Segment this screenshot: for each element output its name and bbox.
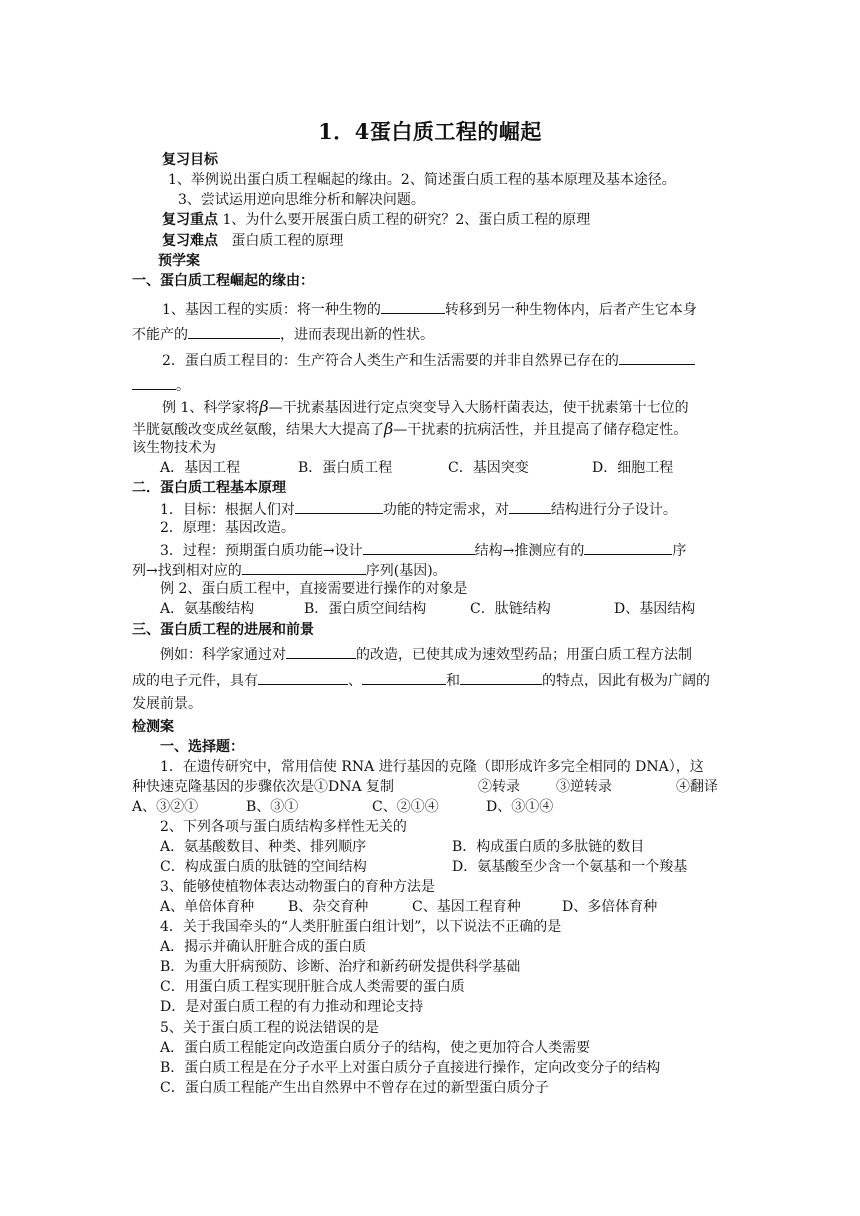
- mc-heading: 一、选择题：: [160, 739, 244, 755]
- example-1-line2: [132, 419, 687, 440]
- blank-line: [509, 498, 551, 514]
- sec2-p3-text-b: 结构→推测应有的: [474, 543, 585, 559]
- sec3-p2-text-b: 、: [348, 673, 362, 689]
- example-1-text-c: 半胱氨酸改变成丝氨酸，结果大大提高了: [132, 422, 384, 438]
- beta-symbol: β: [384, 419, 394, 438]
- review-key-heading: 复习重点: [162, 212, 218, 228]
- example-1-text-d: —干扰素的抗病活性，并且提高了储存稳定性。: [393, 422, 688, 438]
- review-goal-heading: 复习目标: [162, 152, 218, 168]
- q5-option-a: A．蛋白质工程能定向改造蛋白质分子的结构，使之更加符合人类需要: [160, 1040, 591, 1056]
- sec2-p3-text-c: 序: [672, 543, 687, 559]
- q2-question: 2、下列各项与蛋白质结构多样性无关的: [160, 819, 407, 835]
- review-goal-1: 1、举例说出蛋白质工程崛起的缘由。2、简述蛋白质工程的基本原理及基本途径。: [168, 172, 676, 188]
- q3-option-c: C、基因工程育种: [412, 899, 521, 915]
- blank-line: [381, 298, 445, 314]
- example-1-text-b: —干扰素基因进行定点突变导入大肠杆菌表达，使干扰素第十七位的: [268, 400, 689, 416]
- sec3-p2: [132, 669, 710, 691]
- q3-question: 3、能够使植物体表达动物蛋白的育种方法是: [160, 879, 435, 895]
- blank-line: [132, 374, 176, 390]
- blank-line: [188, 323, 280, 339]
- q5-option-c: C．蛋白质工程能产生出自然界中不曾存在过的新型蛋白质分子: [160, 1080, 549, 1096]
- section-2-heading: 二．蛋白质工程基本原理: [132, 480, 286, 496]
- sec1-p1-line1: [162, 298, 697, 320]
- sec1-p1-line2: [132, 323, 434, 345]
- sec3-p3: 发展前景。: [132, 696, 202, 712]
- q2-option-a: A．氨基酸数目、种类、排列顺序: [160, 839, 367, 855]
- q5-question: 5、关于蛋白质工程的说法错误的是: [160, 1020, 379, 1036]
- review-diff-heading: 复习难点: [162, 233, 218, 249]
- q3-option-a: A、单倍体育种: [160, 899, 255, 915]
- example-2-option-d: D、基因结构: [614, 601, 696, 617]
- sec2-p1-text-b: 功能的特定需求，对: [382, 502, 509, 518]
- sec2-p3-line1: [160, 539, 686, 561]
- example-2-option-b: B．蛋白质空间结构: [304, 601, 427, 617]
- q2-option-b: B．构成蛋白质的多肽链的数目: [452, 839, 645, 855]
- q2-option-c: C．构成蛋白质的肽链的空间结构: [160, 859, 367, 875]
- sec3-p2-text-a: 成的电子元件，具有: [132, 673, 258, 689]
- sec3-p2-text-d: 的特点，因此有极为广阔的: [542, 673, 710, 689]
- q1-option-d: D、③①④: [486, 799, 554, 815]
- q1-step-4: ④翻译: [676, 779, 718, 795]
- review-goal-2: 3、尝试运用逆向思维分析和解决问题。: [178, 192, 425, 208]
- blank-line: [584, 539, 672, 555]
- example-1-option-a: A．基因工程: [160, 460, 241, 476]
- sec3-p1: [160, 643, 692, 665]
- page-title: 1．4蛋白质工程的崛起: [318, 119, 542, 144]
- q1-step-3: ③逆转录: [556, 779, 612, 795]
- q1-option-b: B、③①: [246, 799, 299, 815]
- example-2-option-c: C．肽链结构: [470, 601, 551, 617]
- beta-symbol: β: [259, 397, 269, 416]
- sec2-p3-line2: [132, 559, 447, 581]
- sec3-p2-text-c: 和: [446, 673, 460, 689]
- review-key-text: 1、为什么要开展蛋白质工程的研究？2、蛋白质工程的原理: [222, 212, 591, 228]
- review-diff-text: 蛋白质工程的原理: [231, 233, 344, 249]
- sec3-p1-text-b: 的改造，已使其成为速效型药品；用蛋白质工程方法制: [356, 647, 692, 663]
- sec2-p1-text-a: 1．目标：根据人们对: [160, 502, 295, 518]
- q3-option-b: B、杂交育种: [288, 899, 369, 915]
- q3-option-d: D、多倍体育种: [562, 899, 658, 915]
- blank-line: [242, 559, 366, 575]
- blank-line: [460, 669, 542, 685]
- review-diff-line: [162, 231, 343, 251]
- blank-line: [258, 669, 348, 685]
- q1-line2: 种快速克隆基因的步骤依次是①DNA 复制: [132, 779, 395, 795]
- example-1-option-d: D．细胞工程: [592, 460, 674, 476]
- q5-option-b: B．蛋白质工程是在分子水平上对蛋白质分子直接进行操作，定向改变分子的结构: [160, 1060, 661, 1076]
- example-2-question: 例 2、蛋白质工程中，直接需要进行操作的对象是: [160, 581, 468, 597]
- q1-option-c: C、②①④: [372, 799, 439, 815]
- q4-option-c: C．用蛋白质工程实现肝脏合成人类需要的蛋白质: [160, 979, 465, 995]
- sec1-p1-text-a: 1、基因工程的实质：将一种生物的: [162, 302, 381, 318]
- section-3-heading: 三、蛋白质工程的进展和前景: [132, 622, 314, 638]
- sec2-p1-text-c: 结构进行分子设计。: [550, 502, 677, 518]
- blank-line: [295, 498, 383, 514]
- example-1-option-b: B．蛋白质工程: [298, 460, 393, 476]
- sec1-p1-text-d: ，进而表现出新的性状。: [280, 327, 434, 343]
- q1-line1: 1．在遗传研究中，常用信使 RNA 进行基因的克隆（即形成许多完全相同的 DNA），这: [160, 759, 704, 775]
- sec2-p3-text-d: 列→找到相对应的: [132, 563, 242, 579]
- blank-line: [362, 669, 446, 685]
- q4-option-d: D．是对蛋白质工程的有力推动和理论支持: [160, 999, 424, 1015]
- sec2-p3-text-a: 3．过程：预期蛋白质功能→设计: [160, 543, 363, 559]
- example-1-line1: [162, 397, 689, 418]
- sec1-p1-text-c: 不能产的: [132, 327, 188, 343]
- sec3-p1-text-a: 例如：科学家通过对: [160, 647, 286, 663]
- q1-step-2: ②转录: [478, 779, 520, 795]
- q4-option-a: A．揭示并确认肝脏合成的蛋白质: [160, 939, 367, 955]
- sec1-p2-text-a: 2．蛋白质工程目的：生产符合人类生产和生活需要的并非自然界已存在的: [162, 353, 619, 369]
- sec1-p1-text-b: 转移到另一种生物体内，后者产生它本身: [444, 302, 697, 318]
- q1-option-a: A、③②①: [132, 799, 199, 815]
- sec1-p2-line1: [162, 349, 695, 371]
- q4-question: 4．关于我国牵头的“人类肝脏蛋白组计划”，以下说法不正确的是: [160, 919, 562, 935]
- blank-line: [286, 643, 356, 659]
- example-1-text-a: 例 1、科学家将: [162, 400, 260, 416]
- example-2-option-a: A．氨基酸结构: [160, 601, 255, 617]
- sec2-p2: 2．原理：基因改造。: [160, 520, 295, 536]
- blank-line: [363, 539, 475, 555]
- example-1-line3: 该生物技术为: [132, 440, 216, 456]
- section-1-heading: 一、蛋白质工程崛起的缘由：: [132, 273, 314, 289]
- sec2-p1: [160, 498, 677, 520]
- q2-option-d: D．氨基酸至少含一个氨基和一个羧基: [452, 859, 688, 875]
- sec1-p2-line2: [132, 374, 190, 396]
- q4-option-b: B．为重大肝病预防、诊断、治疗和新药研发提供科学基础: [160, 959, 521, 975]
- blank-line: [619, 349, 695, 365]
- preview-label: 预学案: [158, 253, 200, 269]
- sec1-p2-text-b: 。: [176, 378, 190, 394]
- example-1-option-c: C．基因突变: [448, 460, 529, 476]
- review-key-line: [162, 210, 590, 230]
- sec2-p3-text-e: 序列(基因)。: [365, 563, 447, 579]
- test-label: 检测案: [132, 719, 174, 735]
